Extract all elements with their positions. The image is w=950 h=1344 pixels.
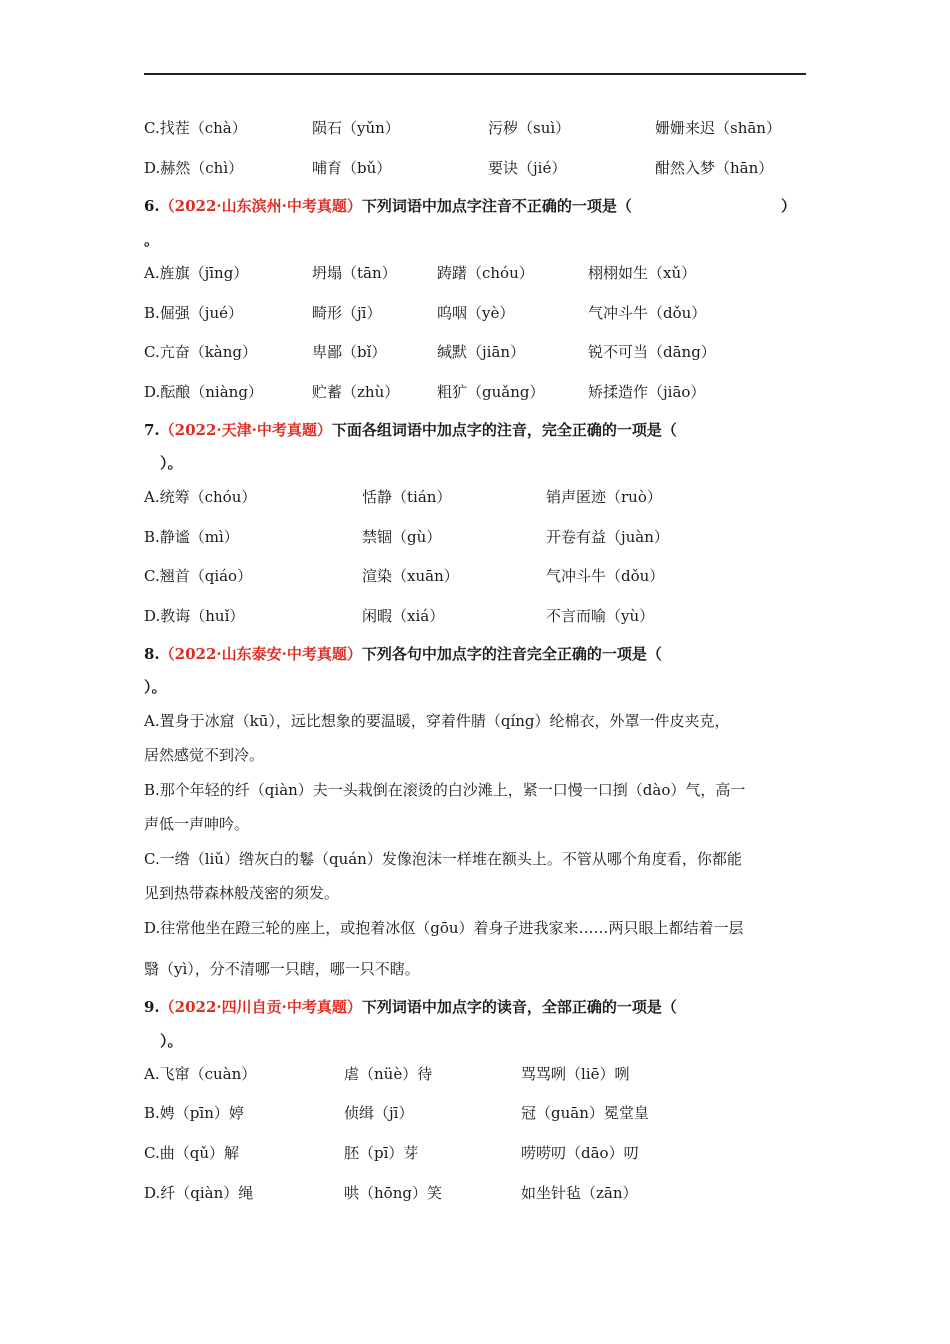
option-item: 虐（nüè）待 <box>344 1065 433 1083</box>
option-item: 贮蓄（zhù） <box>312 383 400 401</box>
option-item: 坍塌（tān） <box>312 264 397 282</box>
q8-option-c-line1: C.一绺（liǔ）绺灰白的鬈（quán）发像泡沫一样堆在额头上。不管从哪个角度看，你都能 <box>144 850 742 868</box>
option-item: 污秽（suì） <box>488 119 571 137</box>
option-item: 渲染（xuān） <box>362 567 459 585</box>
question-text: 下列词语中加点字注音不正确的一项是（ <box>361 197 632 215</box>
option-item: 侦缉（jī） <box>344 1104 414 1122</box>
option-item: D.酝酿（niàng） <box>144 383 263 401</box>
option-item: 恬静（tián） <box>362 488 452 506</box>
q8-stem-cont: ）。 <box>144 678 167 696</box>
option-item: B.静谧（mì） <box>144 528 239 546</box>
option-item: 粗犷（guǎng） <box>437 383 545 401</box>
q9-stem <box>144 995 677 1019</box>
question-source: （2022·天津·中考真题） <box>159 421 332 439</box>
q6-stem-cont: 。 <box>144 231 160 249</box>
option-item: 踌躇（chóu） <box>437 264 534 282</box>
option-item: C.亢奋（kàng） <box>144 343 258 361</box>
question-number: 8. <box>144 645 160 663</box>
option-item: 冠（guān）冕堂皇 <box>521 1104 649 1122</box>
option-item: D.纤（qiàn）绳 <box>144 1184 254 1202</box>
option-item: D.教诲（huǐ） <box>144 607 245 625</box>
option-item: 如坐针毡（zān） <box>521 1184 638 1202</box>
option-item: 哺育（bǔ） <box>312 159 392 177</box>
option-item: C.找茬（chà） <box>144 119 247 137</box>
option-item: 唠唠叨（dāo）叨 <box>521 1144 639 1162</box>
q8-option-c-line2: 见到热带森林般茂密的须发。 <box>144 884 340 902</box>
option-item: A.旌旗（jīng） <box>144 264 249 282</box>
option-item: B.娉（pīn）婷 <box>144 1104 244 1122</box>
option-item: 开卷有益（juàn） <box>546 528 669 546</box>
option-item: 呜咽（yè） <box>437 304 515 322</box>
q8-option-d-line1: D.往常他坐在蹬三轮的座上，或抱着冰伛（gōu）着身子进我家来……两只眼上都结着一层 <box>144 919 744 937</box>
question-number: 7. <box>144 421 160 439</box>
q8-option-a-line1: A.置身于冰窟（kū），远比想象的要温暖，穿着件腈（qíng）纶棉衣，外罩一件皮夹克， <box>144 712 730 730</box>
question-text: 下列词语中加点字的读音，全部正确的一项是（ <box>361 998 677 1016</box>
question-source: （2022·山东滨州·中考真题） <box>159 197 362 215</box>
option-item: 气冲斗牛（dǒu） <box>546 567 665 585</box>
q7-stem-cont: ）。 <box>160 454 183 472</box>
q8-option-b-line2: 声低一声呻吟。 <box>144 815 250 833</box>
option-item: B.倔强（jué） <box>144 304 243 322</box>
option-item: 骂骂咧（liē）咧 <box>521 1065 630 1083</box>
option-item: A.统筹（chóu） <box>144 488 257 506</box>
option-item: 要诀（jié） <box>488 159 567 177</box>
header-rule <box>144 73 806 75</box>
option-item: 缄默（jiān） <box>437 343 526 361</box>
option-item: A.飞窜（cuàn） <box>144 1065 257 1083</box>
q9-stem-cont: ）。 <box>160 1032 183 1050</box>
option-item: 气冲斗牛（dǒu） <box>588 304 707 322</box>
q7-stem <box>144 418 677 442</box>
option-item: 陨石（yǔn） <box>312 119 400 137</box>
q8-option-b-line1: B.那个年轻的纤（qiàn）夫一头栽倒在滚烫的白沙滩上，紧一口慢一口捯（dào）气，高一 <box>144 781 746 799</box>
question-source: （2022·山东泰安·中考真题） <box>159 645 362 663</box>
q8-stem <box>144 642 662 666</box>
option-item: 销声匿迹（ruò） <box>546 488 662 506</box>
q6-stem-end: ） <box>781 197 797 215</box>
option-item: C.翘首（qiáo） <box>144 567 253 585</box>
q8-option-a-line2: 居然感觉不到冷。 <box>144 746 265 764</box>
q8-option-d-line2: 翳（yì），分不清哪一只瞎，哪一只不瞎。 <box>144 960 420 978</box>
option-item: 不言而喻（yù） <box>546 607 655 625</box>
question-source: （2022·四川自贡·中考真题） <box>159 998 362 1016</box>
option-item: 矫揉造作（jiāo） <box>588 383 706 401</box>
option-item: 畸形（jī） <box>312 304 382 322</box>
option-item: 禁锢（gù） <box>362 528 442 546</box>
option-item: 闲暇（xiá） <box>362 607 445 625</box>
option-item: 哄（hōng）笑 <box>344 1184 442 1202</box>
question-text: 下面各组词语中加点字的注音，完全正确的一项是（ <box>331 421 677 439</box>
question-number: 6. <box>144 197 160 215</box>
option-item: D.赫然（chì） <box>144 159 244 177</box>
option-item: C.曲（qǔ）解 <box>144 1144 239 1162</box>
option-item: 锐不可当（dāng） <box>588 343 716 361</box>
option-item: 栩栩如生（xǔ） <box>588 264 697 282</box>
option-item: 姗姗来迟（shān） <box>655 119 781 137</box>
option-item: 酣然入梦（hān） <box>655 159 774 177</box>
option-item: 胚（pī）芽 <box>344 1144 419 1162</box>
question-number: 9. <box>144 998 160 1016</box>
option-item: 卑鄙（bǐ） <box>312 343 387 361</box>
q6-stem <box>144 194 632 218</box>
question-text: 下列各句中加点字的注音完全正确的一项是（ <box>361 645 662 663</box>
